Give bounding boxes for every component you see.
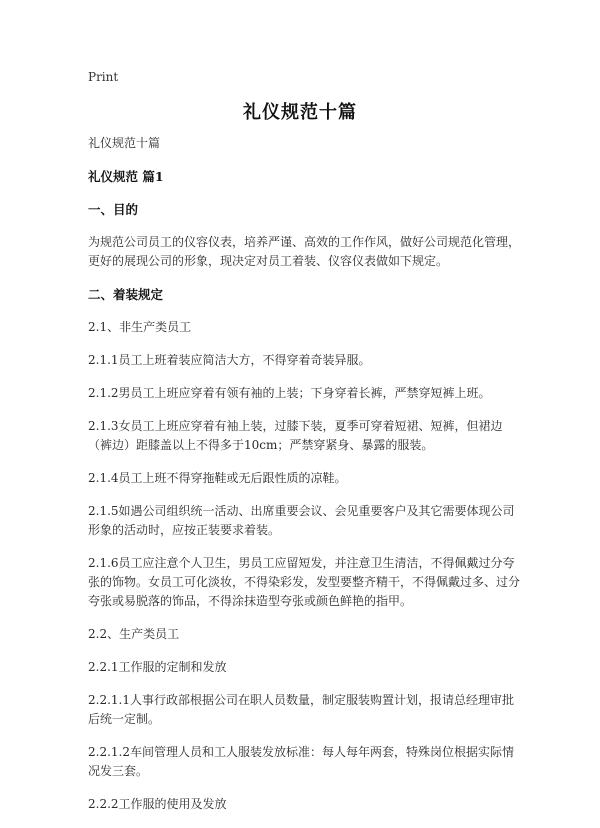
clause-2-1-1: 2.1.1员工上班着装应简洁大方，不得穿着奇装异服。	[88, 353, 371, 367]
page-title: 礼仪规范十篇	[243, 102, 357, 123]
clause-2-1-5: 2.1.5如遇公司组织统一活动、出席重要会议、会见重要客户及其它需要体现公司形象的活动时，应按正装要求着装。	[88, 504, 515, 537]
clause-2-1-6: 2.1.6员工应注意个人卫生，男员工应留短发，并注意卫生清洁，不得佩戴过分夸张的饰物。女员工可化淡妆，不得染彩发，发型要整齐精干，不得佩戴过多、过分夸张或易脱落的饰品，不得涂抹造型夸张或颜色鲜艳的指甲。	[88, 556, 521, 608]
clause-2-2-1-2: 2.2.1.2车间管理人员和工人服装发放标准：每人每年两套，特殊岗位根据实际情况发三套。	[88, 745, 514, 778]
section-heading-purpose: 一、目的	[88, 202, 139, 217]
clause-2-1-4: 2.1.4员工上班不得穿拖鞋或无后跟性质的凉鞋。	[88, 471, 347, 485]
document-body	[88, 134, 520, 828]
clause-2-1-2: 2.1.2男员工上班应穿着有领有袖的上装；下身穿着长裤，严禁穿短裤上班。	[88, 386, 491, 400]
clause-2-2-1-1: 2.2.1.1人事行政部根据公司在职人员数量，制定服装购置计划，报请总经理审批后统一定制。	[88, 693, 514, 726]
doc-subtitle: 礼仪规范十篇	[88, 136, 161, 150]
clause-2-2-2: 2.2.2工作服的使用及发放	[88, 797, 227, 811]
purpose-paragraph: 为规范公司员工的仪容仪表，培养严谨、高效的工作作风，做好公司规范化管理，更好的展现公司的形象，现决定对员工着装、仪容仪表做如下规定。	[88, 235, 521, 268]
part-heading: 礼仪规范 篇1	[88, 169, 164, 184]
print-label: Print	[88, 70, 119, 84]
section-heading-dress-code: 二、着装规定	[88, 287, 164, 302]
clause-2-2: 2.2、生产类员工	[88, 627, 180, 641]
clause-2-1: 2.1、非生产类员工	[88, 320, 192, 334]
clause-2-1-3: 2.1.3女员工上班应穿着有袖上装，过膝下装，夏季可穿着短裙、短裤，但裙边（裤边）距膝盖以上不得多于10cm；严禁穿紧身、暴露的服装。	[88, 419, 503, 452]
clause-2-2-1: 2.2.1工作服的定制和发放	[88, 660, 227, 674]
